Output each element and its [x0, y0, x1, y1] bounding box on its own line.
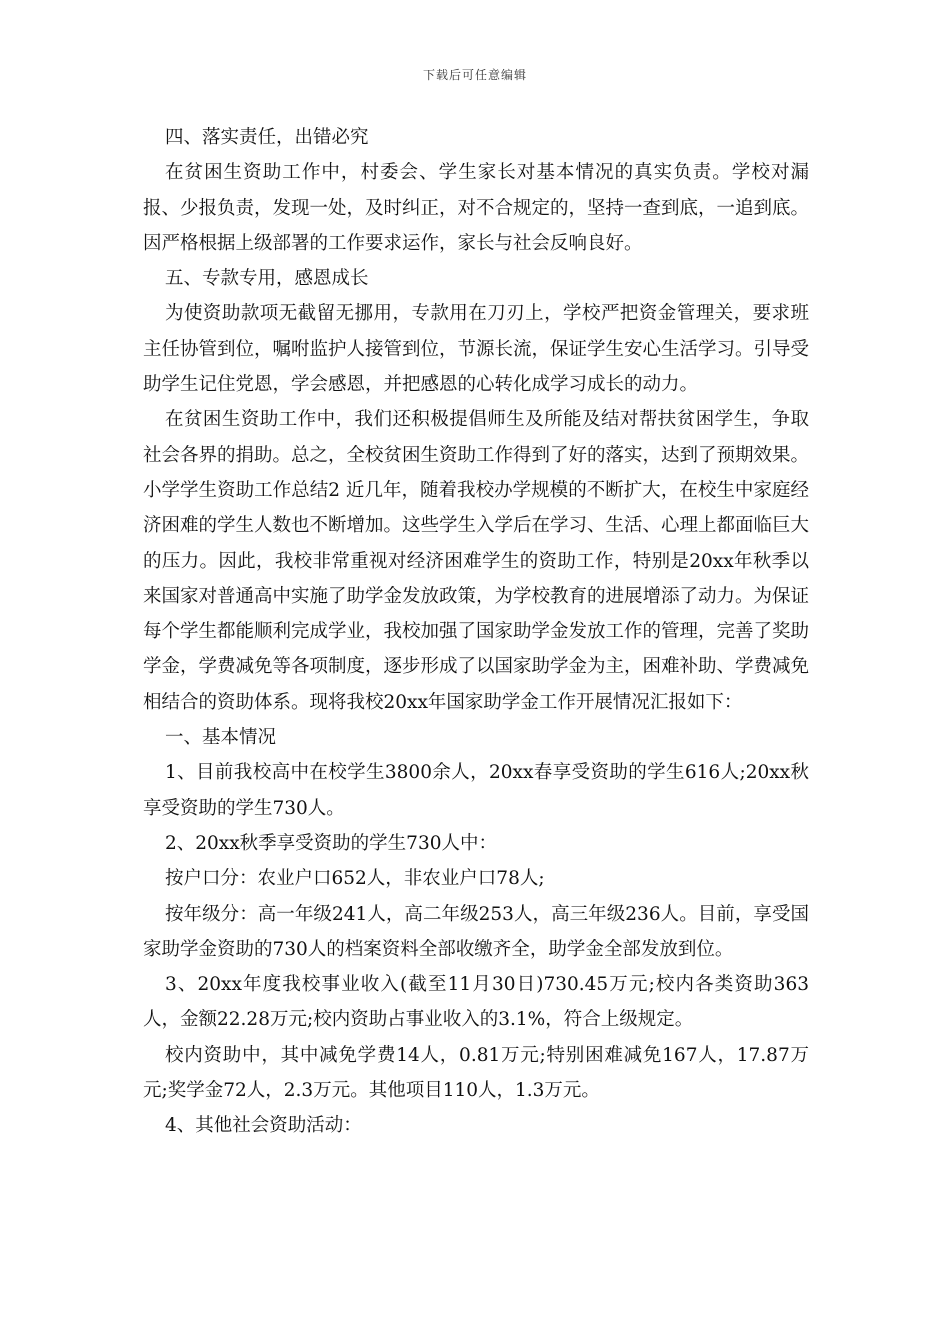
- section-heading-basic-situation: 一、基本情况: [165, 727, 277, 749]
- list-item: 1、目前我校高中在校学生3800余人，20xx春享受资助的学生616人;20xx秋享受资助的学生730人。: [143, 762, 809, 819]
- paragraph: 校内资助中，其中减免学费14人，0.81万元;特别困难减免167人，17.87万元;奖学金72人，2.3万元。其他项目110人，1.3万元。: [143, 1044, 809, 1102]
- list-item: 4、其他社会资助活动：: [165, 1115, 362, 1137]
- document-body: [143, 120, 809, 1144]
- section-heading-implement-responsibility: 四、落实责任，出错必究: [165, 127, 369, 148]
- paragraph: 为使资助款项无截留无挪用，专款用在刀刃上，学校严把资金管理关，要求班主任协管到位，嘱咐监护人接管到位，节源长流，保证学生安心生活学习。引导受助学生记住党恩，学会感恩，并把感恩的心转化成学习成长的动力。: [143, 303, 810, 396]
- paragraph: 在贫困生资助工作中，我们还积极提倡师生及所能及结对帮扶贫困学生，争取社会各界的捐助。总之，全校贫困生资助工作得到了好的落实，达到了预期效果。 小学学生资助工作总结2 近几年，随着我校办学规模的不断扩大，在校生中家庭经济困难的学生人数也不断增加。这些学生入学后在学习、生活、心理上都面临巨大的压力。因此，我校非常重视对经济困难学生的资助工作，特别是20xx年秋季以来国家对普通高中实施了助学金发放政策，为学校教育的进展增添了动力。为保证每个学生都能顺利完成学业，我校加强了国家助学金发放工作的管理，完善了奖助学金，学费减免等各项制度，逐步形成了以国家助学金为主，困难补助、学费减免相结合的资助体系。现将我校20xx年国家助学金工作开展情况汇报如下：: [143, 409, 810, 713]
- page-header: 下载后可任意编辑: [422, 68, 527, 82]
- list-item: 3、20xx年度我校事业收入(截至11月30日)730.45万元;校内各类资助363人，金额22.28万元;校内资助占事业收入的3.1%，符合上级规定。: [143, 974, 809, 1031]
- paragraph: 按户口分：农业户口652人，非农业户口78人;: [165, 868, 545, 890]
- list-item: 2、20xx秋季享受资助的学生730人中：: [165, 832, 497, 854]
- section-heading-special-funds: 五、专款专用，感恩成长: [165, 268, 369, 290]
- paragraph: 按年级分：高一年级241人，高二年级253人，高三年级236人。目前，享受国家助学金资助的730人的档案资料全部收缴齐全，助学金全部发放到位。: [143, 903, 809, 960]
- paragraph: 在贫困生资助工作中，村委会、学生家长对基本情况的真实负责。学校对漏报、少报负责，发现一处，及时纠正，对不合规定的，坚持一查到底，一追到底。因严格根据上级部署的工作要求运作，家长与社会反响良好。: [143, 162, 810, 254]
